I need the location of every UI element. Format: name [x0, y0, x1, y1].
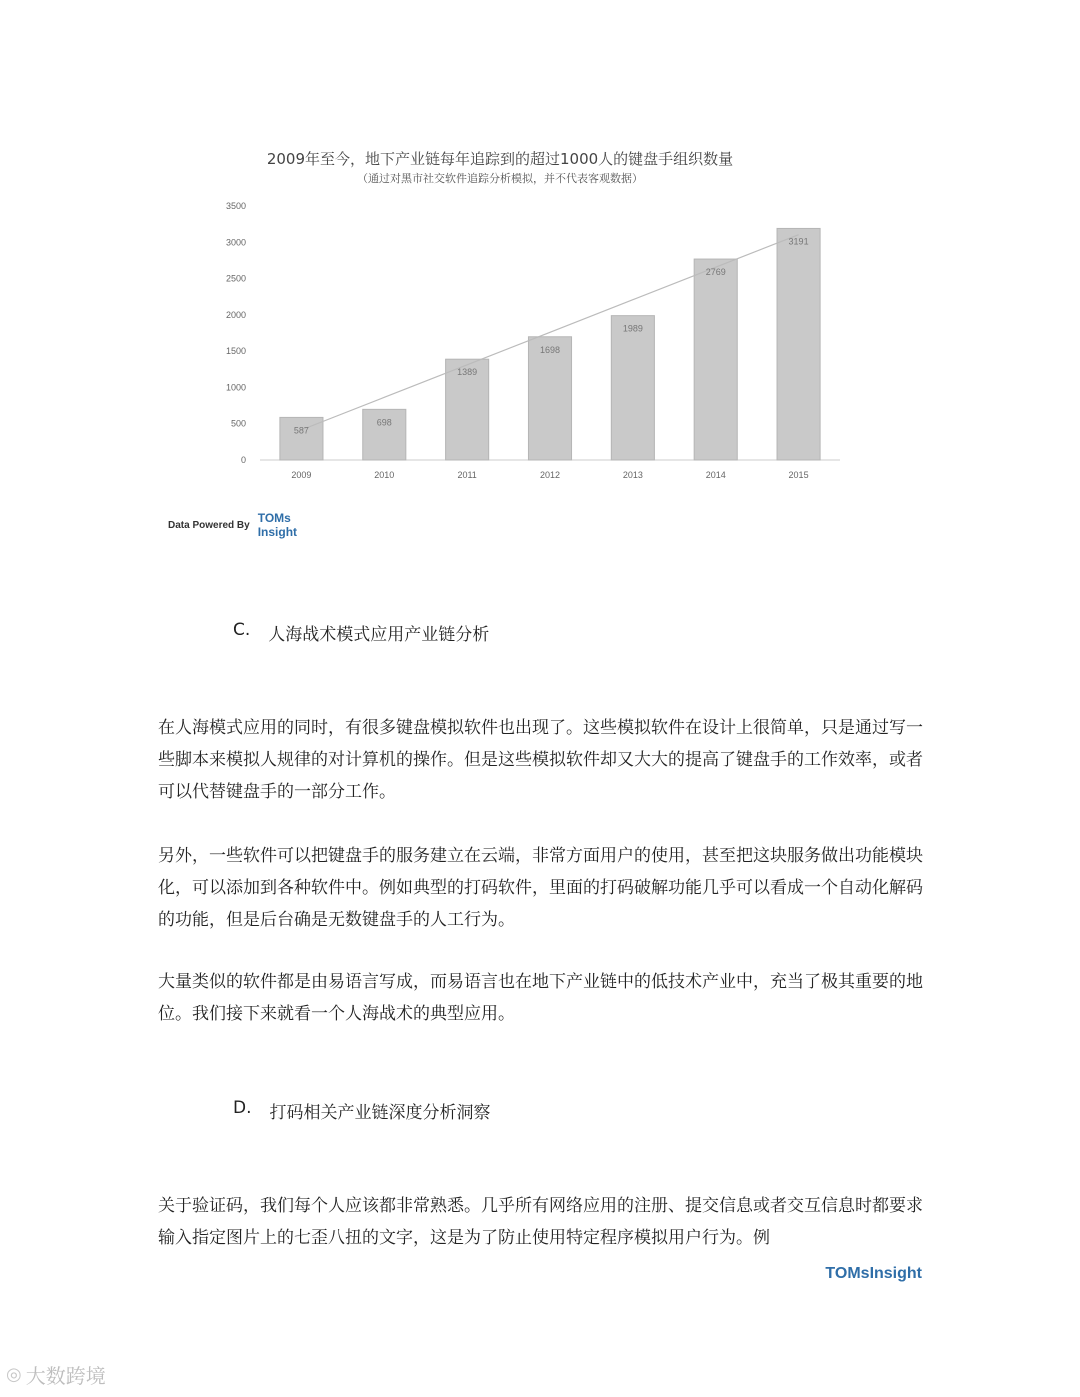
chart-plot	[150, 140, 850, 500]
bar	[694, 259, 737, 460]
watermark-text: 大数跨境	[25, 1364, 106, 1388]
y-tick-label: 2000	[225, 309, 246, 320]
watermark	[6, 1360, 106, 1389]
y-tick-label: 500	[230, 418, 246, 429]
data-label: 698	[376, 417, 392, 428]
x-tick-label: 2010	[374, 470, 395, 480]
toms-insight-logo	[258, 511, 318, 539]
data-label: 587	[293, 425, 309, 436]
x-tick-label: 2011	[457, 470, 477, 480]
x-tick-label: 2014	[705, 470, 726, 480]
data-credit	[168, 508, 318, 542]
data-label: 1989	[622, 323, 643, 334]
x-tick-label: 2012	[539, 470, 561, 480]
paragraph-2: 另外，一些软件可以把键盘手的服务建立在云端，非常方面用户的使用，甚至把这块服务做出功能模块化，可以添加到各种软件中。例如典型的打码软件，里面的打码破解功能几乎可以看成一个自动化解码的功能，但是后台确是无数键盘手的人工行为。	[158, 846, 923, 930]
data-label: 3191	[788, 236, 809, 247]
y-tick-label: 1500	[225, 346, 246, 357]
section-c-letter: C.	[233, 620, 251, 640]
section-d-letter: D.	[233, 1098, 252, 1118]
bar	[777, 228, 820, 460]
credit-label: Data Powered By	[168, 519, 250, 531]
y-tick-label: 3000	[225, 237, 246, 248]
section-d-title: 打码相关产业链深度分析洞察	[269, 1103, 491, 1123]
y-tick-label: 1000	[225, 382, 246, 393]
data-label: 2769	[705, 267, 726, 278]
paragraph-1: 在人海模式应用的同时，有很多键盘模拟软件也出现了。这些模拟软件在设计上很简单，只是通过写一些脚本来模拟人规律的对计算机的操作。但是这些模拟软件却又大大的提高了键盘手的工作效率，或者可以代替键盘手的一部分工作。	[158, 718, 923, 802]
logo-line-2: Insight	[257, 525, 298, 539]
section-c-title: 人海战术模式应用产业链分析	[268, 625, 490, 645]
logo-line-1: TOMs	[257, 511, 291, 525]
data-label: 1389	[457, 367, 478, 378]
footer-brand-logo: TOMsInsight	[825, 1265, 922, 1282]
chart-title: 2009年至今，地下产业链每年追踪到的超过1000人的键盘手组织数量	[266, 150, 734, 168]
x-tick-label: 2009	[291, 470, 312, 480]
data-label: 1698	[539, 344, 561, 355]
y-tick-label: 2500	[225, 273, 246, 284]
paragraph-4: 关于验证码，我们每个人应该都非常熟悉。几乎所有网络应用的注册、提交信息或者交互信息时都要求输入指定图片上的七歪八扭的文字，这是为了防止使用特定程序模拟用户行为。例	[158, 1196, 923, 1248]
chart-subtitle: （通过对黑市社交软件追踪分析模拟，并不代表客观数据）	[357, 172, 643, 185]
x-tick-label: 2015	[788, 470, 809, 480]
y-tick-label: 0	[240, 455, 246, 465]
section-c-heading	[233, 620, 489, 645]
bar	[528, 337, 571, 460]
bar-chart	[150, 140, 850, 500]
section-d-heading	[233, 1098, 491, 1123]
y-tick-label: 3500	[225, 201, 246, 211]
paragraph-3: 大量类似的软件都是由易语言写成，而易语言也在地下产业链中的低技术产业中，充当了极其重要的地位。我们接下来就看一个人海战术的典型应用。	[158, 972, 923, 1024]
x-tick-label: 2013	[622, 470, 643, 480]
bar	[611, 316, 654, 460]
weibo-icon: ◎	[6, 1364, 22, 1385]
